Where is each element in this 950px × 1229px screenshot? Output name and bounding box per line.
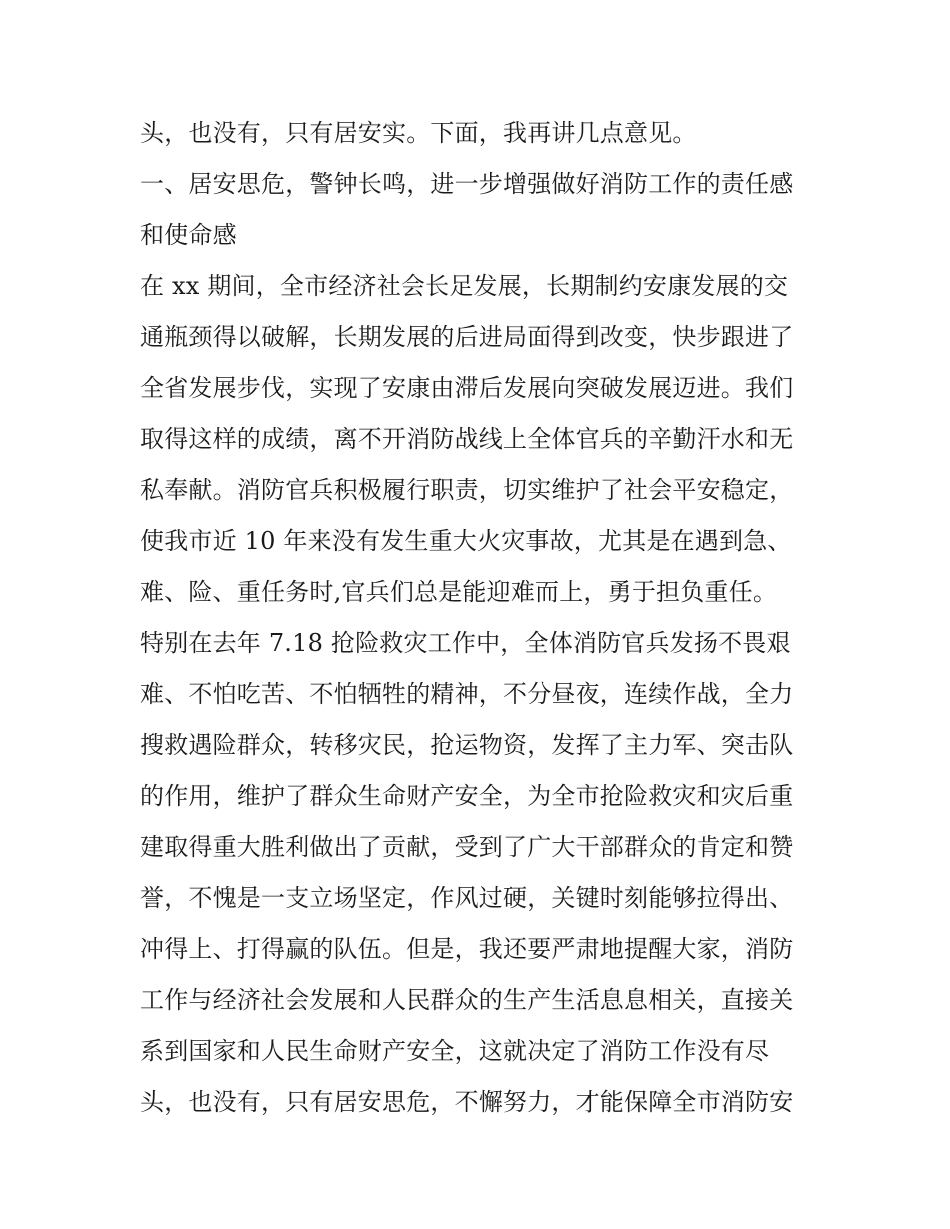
text-line-9: 使我市近 10 年来没有发生重大火灾事故，尤其是在遇到急、 [140,527,792,555]
text-line-7: 取得这样的成绩，离不开消防战线上全体官兵的辛勤汗水和无 [140,425,794,453]
text-line-8: 私奉献。消防官兵积极履行职责，切实维护了社会平安稳定， [140,476,794,504]
text-line-17: 冲得上、打得赢的队伍。但是，我还要严肃地提醒大家，消防 [140,935,794,963]
text-line-16: 誉，不愧是一支立场坚定，作风过硬，关键时刻能够拉得出、 [140,884,794,912]
text-line-12: 难、不怕吃苦、不怕牺牲的精神，不分昼夜，连续作战，全力 [140,680,794,708]
text-line-19: 系到国家和人民生命财产安全，这就决定了消防工作没有尽 [140,1037,770,1065]
text-line-10: 难、险、重任务时,官兵们总是能迎难而上，勇于担负重任。 [140,578,778,606]
text-line-5: 通瓶颈得以破解，长期发展的后进局面得到改变，快步跟进了 [140,323,794,351]
text-line-14: 的作用，维护了群众生命财产安全，为全市抢险救灾和灾后重 [140,782,794,810]
text-line-15: 建取得重大胜利做出了贡献，受到了广大干部群众的肯定和赞 [140,833,794,861]
section-heading-line-1: 一、居安思危，警钟长鸣，进一步增强做好消防工作的责任感 [140,170,794,198]
section-heading-line-2: 和使命感 [140,221,237,249]
text-line-11: 特别在去年 7.18 抢险救灾工作中，全体消防官兵发扬不畏艰 [140,629,791,657]
body-text [140,108,820,1128]
text-line-13: 搜救遇险群众，转移灾民，抢运物资，发挥了主力军、突击队 [140,731,794,759]
text-line-20: 头，也没有，只有居安思危，不懈努力，才能保障全市消防安 [140,1088,794,1116]
text-line-6: 全省发展步伐，实现了安康由滞后发展向突破发展迈进。我们 [140,374,794,402]
text-line-4: 在 xx 期间，全市经济社会长足发展，长期制约安康发展的交 [140,272,789,300]
text-line-18: 工作与经济社会发展和人民群众的生产生活息息相关，直接关 [140,986,794,1014]
text-line-1: 头，也没有，只有居安实。下面，我再讲几点意见。 [140,119,697,147]
